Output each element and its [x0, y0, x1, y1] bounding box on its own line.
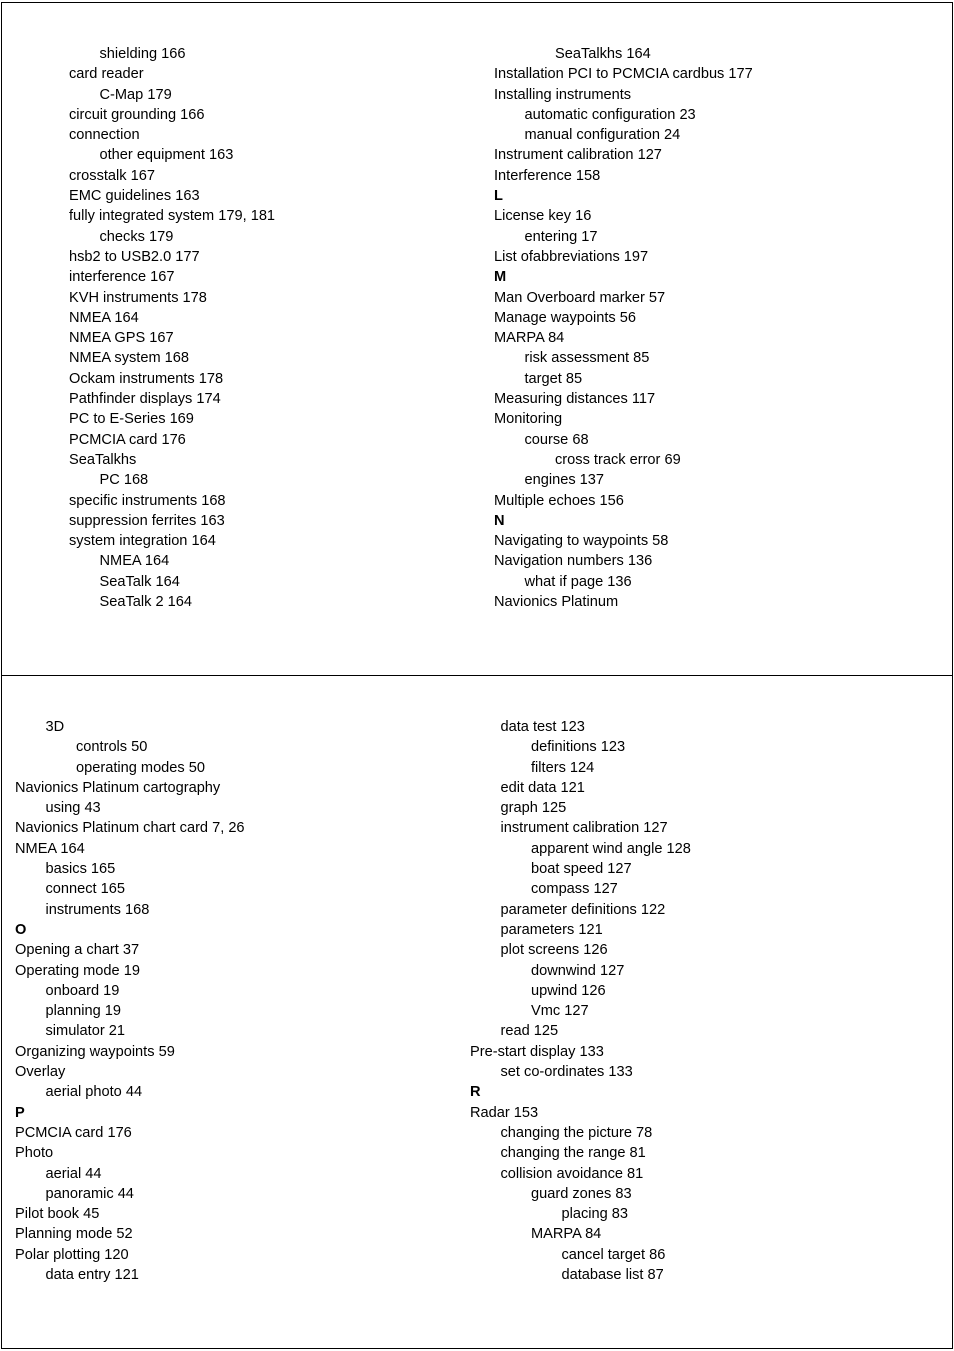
- index-entry: set co-ordinates 133: [500, 1064, 633, 1081]
- index-entry: suppression ferrites 163: [69, 512, 225, 529]
- index-page-2: [1, 675, 953, 1349]
- index-entry: placing 83: [561, 1206, 629, 1223]
- index-entry: NMEA 164: [15, 840, 85, 857]
- index-entry: Navionics Platinum chart card 7, 26: [15, 820, 245, 837]
- index-entry: C-Map 179: [99, 86, 172, 103]
- index-entry: definitions 123: [531, 739, 626, 756]
- index-entry: engines 137: [524, 472, 605, 489]
- index-entry: interference 167: [69, 269, 175, 286]
- index-entry: fully integrated system 179, 181: [69, 208, 276, 225]
- index-page-1: [1, 2, 953, 676]
- index-entry: PCMCIA card 176: [15, 1124, 132, 1141]
- index-entry: read 125: [500, 1023, 559, 1040]
- index-entry: Ockam instruments 178: [69, 370, 224, 387]
- index-entry: simulator 21: [45, 1023, 125, 1040]
- index-entry: Installing instruments: [494, 86, 632, 103]
- index-entry: cancel target 86: [561, 1246, 666, 1263]
- index-entry: card reader: [69, 66, 144, 83]
- index-entry: guard zones 83: [531, 1185, 632, 1202]
- index-entry: shielding 166: [99, 46, 186, 62]
- index-entry: Pre-start display 133: [470, 1043, 604, 1060]
- index-entry: parameter definitions 122: [500, 901, 666, 918]
- index-entry: Navionics Platinum: [494, 594, 619, 611]
- index-entry: aerial 44: [45, 1165, 102, 1182]
- index-entry: data test 123: [500, 719, 585, 735]
- index-entry: instrument calibration 127: [500, 820, 668, 837]
- index-entry: Overlay: [15, 1064, 66, 1081]
- index-entry: aerial photo 44: [45, 1084, 143, 1101]
- index-entry: apparent wind angle 128: [531, 840, 691, 857]
- index-entry: MARPA 84: [531, 1226, 602, 1243]
- index-section-letter: N: [494, 512, 505, 529]
- index-entry: Man Overboard marker 57: [494, 289, 666, 306]
- index-entry: compass 127: [531, 881, 618, 898]
- index-entry: collision avoidance 81: [500, 1165, 644, 1182]
- index-entry: NMEA GPS 167: [69, 330, 174, 347]
- index-entry: Planning mode 52: [15, 1226, 133, 1243]
- index-entry: instruments 168: [45, 901, 150, 918]
- index-entry: risk assessment 85: [524, 350, 650, 367]
- index-entry: manual configuration 24: [524, 127, 681, 144]
- index-entry: onboard 19: [45, 982, 120, 999]
- index-entry: circuit grounding 166: [69, 106, 205, 123]
- index-section-letter: L: [494, 188, 503, 205]
- index-entry: operating modes 50: [76, 759, 205, 776]
- index-column-left: [15, 717, 245, 1285]
- index-entry: planning 19: [45, 1003, 121, 1020]
- index-section-letter: P: [15, 1104, 25, 1121]
- index-entry: panoramic 44: [45, 1185, 134, 1202]
- index-column-left: [69, 44, 275, 612]
- index-entry: SeaTalkhs 164: [555, 46, 651, 62]
- index-entry: KVH instruments 178: [69, 289, 207, 306]
- index-entry: Pathfinder displays 174: [69, 391, 221, 408]
- index-entry: Photo: [15, 1145, 54, 1162]
- index-entry: Navigating to waypoints 58: [494, 533, 669, 550]
- index-column-right: [494, 44, 753, 612]
- index-entry: Manage waypoints 56: [494, 309, 636, 326]
- index-entry: 3D: [45, 719, 65, 735]
- index-entry: NMEA 164: [99, 553, 170, 570]
- index-section-letter: R: [470, 1084, 481, 1101]
- index-entry: Measuring distances 117: [494, 391, 656, 408]
- index-entry: target 85: [524, 370, 583, 387]
- index-entry: parameters 121: [500, 921, 603, 938]
- index-entry: connection: [69, 127, 140, 144]
- index-entry: EMC guidelines 163: [69, 188, 200, 205]
- index-entry: PC 168: [99, 472, 149, 489]
- index-entry: Polar plotting 120: [15, 1246, 129, 1263]
- index-entry: SeaTalk 2 164: [99, 594, 192, 611]
- index-entry: License key 16: [494, 208, 592, 225]
- index-entry: basics 165: [45, 861, 116, 878]
- index-section-letter: M: [494, 269, 507, 286]
- index-entry: hsb2 to USB2.0 177: [69, 248, 200, 265]
- index-entry: cross track error 69: [555, 451, 681, 468]
- index-entry: controls 50: [76, 739, 148, 756]
- index-entry: connect 165: [45, 881, 126, 898]
- index-entry: Operating mode 19: [15, 962, 140, 979]
- index-entry: Opening a chart 37: [15, 942, 140, 959]
- index-entry: database list 87: [561, 1267, 664, 1284]
- index-entry: Organizing waypoints 59: [15, 1043, 175, 1060]
- index-entry: Installation PCI to PCMCIA cardbus 177: [494, 66, 753, 83]
- index-entry: data entry 121: [45, 1267, 139, 1284]
- index-entry: changing the range 81: [500, 1145, 646, 1162]
- index-entry: Pilot book 45: [15, 1206, 100, 1223]
- index-entry: what if page 136: [524, 573, 632, 590]
- index-entry: PCMCIA card 176: [69, 431, 186, 448]
- index-entry: automatic configuration 23: [524, 106, 696, 123]
- index-entry: boat speed 127: [531, 861, 632, 878]
- index-entry: downwind 127: [531, 962, 625, 979]
- index-entry: entering 17: [524, 228, 598, 245]
- index-entry: other equipment 163: [99, 147, 234, 164]
- index-entry: Monitoring: [494, 411, 563, 428]
- index-entry: crosstalk 167: [69, 167, 155, 184]
- index-entry: NMEA 164: [69, 309, 139, 326]
- index-entry: using 43: [45, 800, 101, 817]
- index-entry: MARPA 84: [494, 330, 565, 347]
- index-entry: Navionics Platinum cartography: [15, 779, 221, 796]
- index-column-right: [470, 717, 691, 1285]
- index-entry: upwind 126: [531, 982, 606, 999]
- index-entry: Multiple echoes 156: [494, 492, 624, 509]
- index-entry: SeaTalk 164: [99, 573, 180, 590]
- index-entry: Interference 158: [494, 167, 601, 184]
- index-entry: edit data 121: [500, 779, 585, 796]
- index-entry: Navigation numbers 136: [494, 553, 653, 570]
- index-entry: SeaTalkhs: [69, 451, 137, 468]
- index-entry: plot screens 126: [500, 942, 608, 959]
- index-entry: NMEA system 168: [69, 350, 190, 367]
- index-entry: Radar 153: [470, 1104, 539, 1121]
- index-entry: List ofabbreviations 197: [494, 248, 649, 265]
- index-entry: graph 125: [500, 800, 567, 817]
- index-entry: filters 124: [531, 759, 595, 776]
- index-section-letter: O: [15, 921, 27, 938]
- index-entry: course 68: [524, 431, 589, 448]
- index-entry: changing the picture 78: [500, 1124, 653, 1141]
- index-entry: Vmc 127: [531, 1003, 589, 1020]
- index-entry: PC to E-Series 169: [69, 411, 194, 428]
- index-entry: system integration 164: [69, 533, 216, 550]
- index-entry: Instrument calibration 127: [494, 147, 662, 164]
- index-entry: checks 179: [99, 228, 174, 245]
- index-entry: specific instruments 168: [69, 492, 226, 509]
